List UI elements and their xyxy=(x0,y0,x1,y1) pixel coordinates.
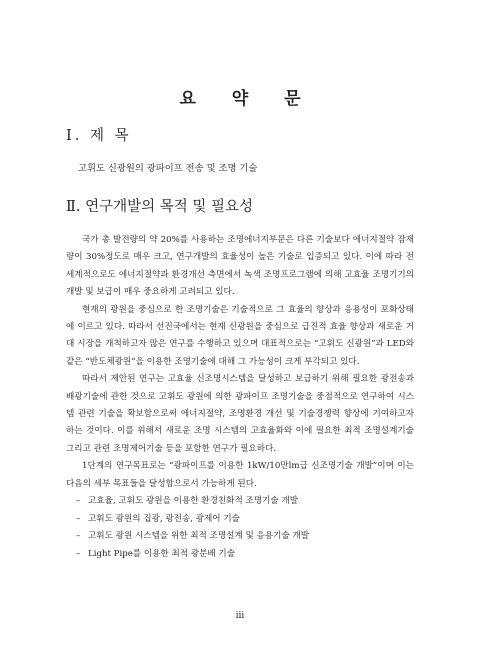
paragraph-2: 현재의 광원을 중심으로 한 조명기술은 기술적으로 그 효율의 향상과 응용성이 포화상태에 이르고 있다. 따라서 선진국에서는 현재 신광원을 중심으로 급진적 효율 향상과 새로운 거대 시장을 개척하고자 많은 연구를 수행하고 있으며 대표적으로는 “고휘도 신광원”과 LED와 같은 “반도체광원”을 이용한 조명기술에 대해 그 가능성이 크게 부각되고 있다. xyxy=(66,304,414,367)
list-dash: – xyxy=(76,548,81,559)
list-dash: – xyxy=(76,531,81,542)
goal-text: 고휘도 광원 시스템을 위한 최적 조명설계 및 응용기술 개발 xyxy=(88,531,310,542)
purpose-body xyxy=(66,232,414,563)
goal-item xyxy=(76,528,414,546)
section-heading-purpose: Ⅱ. 연구개발의 목적 및 필요성 xyxy=(66,199,253,215)
paragraph-1: 국가 총 발전량의 약 20%를 사용하는 조명에너지부문은 다른 기술보다 에너지절약 잠재량이 30%정도로 매우 크고, 연구개발의 효율성이 높은 기술로 입증되고 있다. 이에 따라 전 세계적으로도 에너지절약과 환경개선 측면에서 녹색 조명프로그램에 의해 고효율 조명기기의 개발 및 보급이 매우 중요하게 고려되고 있다. xyxy=(66,235,414,298)
goal-text: Light Pipe를 이용한 최적 광분배 기술 xyxy=(88,548,236,559)
paragraph-4: 1단계의 연구목표로는 “광파이프를 이용한 1kW/10만lm급 신조명기술 개발”이며 이는 다음의 세부 목표들을 달성함으로서 가능하게 된다. xyxy=(66,461,414,489)
goal-list xyxy=(66,493,414,563)
goal-item xyxy=(76,511,414,529)
goal-text: 고효율, 고휘도 광원을 이용한 환경친화적 조명기술 개발 xyxy=(88,496,299,507)
project-title: 고휘도 신광원의 광파이프 전송 및 조명 기술 xyxy=(78,163,258,174)
list-dash: – xyxy=(76,496,81,507)
section-heading-title: Ⅰ. 제 목 xyxy=(66,128,132,144)
goal-item xyxy=(76,546,414,564)
goal-item xyxy=(76,493,414,511)
list-dash: – xyxy=(76,513,81,524)
goal-text: 고휘도 광원의 집광, 광전송, 광제어 기술 xyxy=(88,513,240,524)
page-number: iii xyxy=(235,611,245,621)
summary-title: 요 약 문 xyxy=(179,89,316,109)
paragraph-3: 따라서 제안된 연구는 고효율 신조명시스템을 달성하고 보급하기 위해 필요한 광전송과 배광기술에 관한 것으로 고휘도 광원에 의한 광파이프 조명기술을 중점적으로 연구하여 시스템 관련 기술을 확보함으로써 에너지절약, 조명환경 개선 및 기술경쟁력 향상에 기여하고자 하는 것이다. 이를 위해서 새로운 조명 시스템의 고효율화와 이에 필요한 최적 조명설계기술 그리고 관련 조명제어기술 등을 포함한 연구가 필요하다. xyxy=(66,374,414,454)
